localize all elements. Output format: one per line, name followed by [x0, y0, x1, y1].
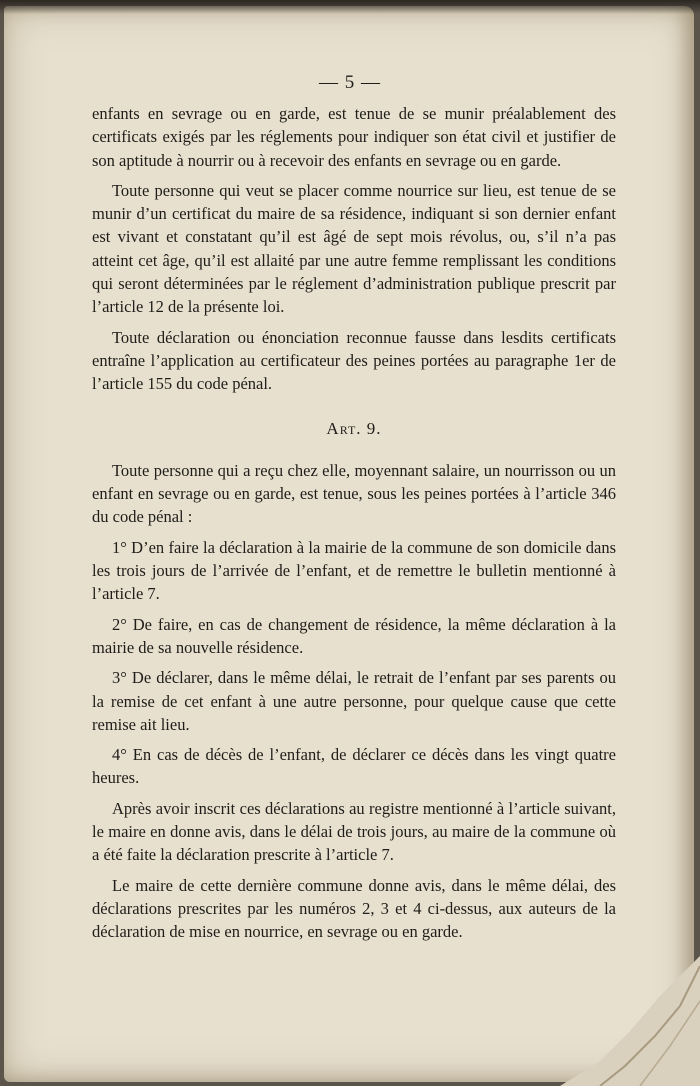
paragraph: Le maire de cette dernière commune donne avis, dans le même délai, des déclarations prescrites par les numéros 2, 3 et 4 ci-dessus, aux auteurs de la déclaration de mise en nourrice, en sevrage ou en garde. — [92, 875, 616, 942]
paragraph: Toute déclaration ou énonciation reconnue fausse dans lesdits certificats entraîne l’application au certificateur des peines portées au paragraphe 1er de l’article 155 du code pénal. — [92, 327, 616, 394]
paragraph: Toute personne qui a reçu chez elle, moyennant salaire, un nourrisson ou un enfant en sevrage ou en garde, est tenue, sous les peines portées à l’article 346 du code pénal : — [92, 460, 616, 527]
document-body — [92, 102, 616, 951]
paragraph: 3° De déclarer, dans le même délai, le retrait de l’enfant par ses parents ou la remise de cet enfant à une autre personne, pour quelque cause que cette remise ait lieu. — [92, 668, 616, 734]
paragraph: 2° De faire, en cas de changement de résidence, la même déclaration à la mairie de sa nouvelle résidence. — [92, 614, 616, 657]
page-top-shadow — [0, 0, 700, 14]
page-number: — 5 — — [319, 72, 381, 93]
paragraph: Après avoir inscrit ces déclarations au registre mentionné à l’article suivant, le maire en donne avis, dans le délai de trois jours, au maire de la commune où a été faite la déclaration prescrite à l’article 7. — [92, 798, 616, 865]
paragraph: Toute personne qui veut se placer comme nourrice sur lieu, est tenue de se munir d’un certificat du maire de sa résidence, indiquant si son dernier enfant est vivant et constatant qu’il est âgé de sept mois révolus, ou, s’il n’a pas atteint cet âge, qu’il est allaité par une autre femme remplissant les conditions qui seront déterminées par le réglement d’administration publique prescrit par l’article 12 de la présente loi. — [92, 180, 616, 317]
article-heading: Art. 9. — [326, 418, 382, 438]
paragraph: 4° En cas de décès de l’enfant, de déclarer ce décès dans les vingt quatre heures. — [92, 745, 616, 788]
folded-corner — [540, 956, 700, 1086]
paragraph: 1° D’en faire la déclaration à la mairie de la commune de son domicile dans les trois jours de l’arrivée de l’enfant, et de remettre le bulletin mentionné à l’article 7. — [92, 537, 616, 604]
paragraph: enfants en sevrage ou en garde, est tenue de se munir préalablement des certificats exigés par les réglements pour indiquer son état civil et justifier de son aptitude à nourrir ou à recevoir des enfants en sevrage ou en garde. — [92, 104, 616, 170]
